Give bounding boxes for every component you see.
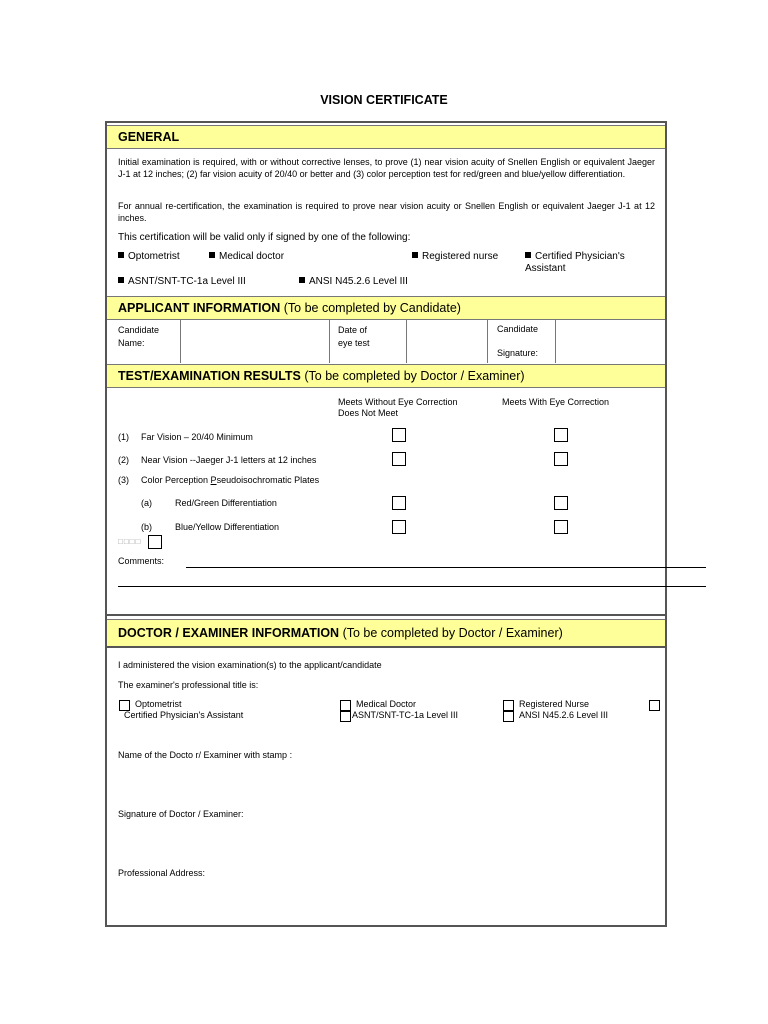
title-registered-nurse-label: Registered Nurse [519,699,590,709]
sub-red-green: Red/Green Differentiation [175,498,277,508]
doctor-heading: DOCTOR / EXAMINER INFORMATION [118,626,340,640]
applicant-section-header [107,296,665,320]
blue-yellow-without-correction-checkbox[interactable] [392,520,406,534]
general-section-header [107,125,665,149]
red-green-with-correction-checkbox[interactable] [554,496,568,510]
bullet-square-icon [299,277,305,283]
title-asnt-label: ASNT/SNT-TC-1a Level III [352,710,459,720]
signer-medical-doctor: Medical doctor [209,251,284,263]
stray-checkbox[interactable] [148,535,162,549]
general-paragraph-1: Initial examination is required, with or without corrective lenses, to prove (1) near vision acuity of Snellen English or equivalent Jaeger J-1 at 12 inches; (2) far vision acuity of 20/40 or better and (3) color perception test for red/green and blue/yellow differentiation. [118,157,655,179]
bullet-square-icon [118,252,124,258]
name-stamp-field[interactable] [118,764,658,800]
applicant-subheading: (To be completed by Candidate) [283,301,461,315]
col-does-not-meet: Does Not Meet [338,408,399,418]
doctor-signature-field[interactable] [118,823,658,859]
item-near-vision: Near Vision --Jaeger J-1 letters at 12 inches [141,455,317,465]
valid-signers-line: This certification will be valid only if signed by one of the following: [118,232,411,243]
candidate-signature-label-1: Candidate [497,324,539,334]
general-heading: GENERAL [118,130,180,144]
title-medical-doctor-checkbox[interactable] [340,700,351,711]
comments-line-2[interactable] [118,586,706,587]
comments-line-1[interactable] [186,567,706,568]
title-cpa-checkbox[interactable] [649,700,660,711]
sub-blue-yellow: Blue/Yellow Differentiation [175,522,280,532]
title-medical-doctor-label: Medical Doctor [356,699,417,709]
item-far-vision: Far Vision – 20/40 Minimum [141,432,253,442]
name-stamp-label: Name of the Docto r/ Examiner with stamp : [118,750,293,760]
page-title: VISION CERTIFICATE [320,93,448,107]
signer-cpa: Certified Physician's Assistant [525,251,625,274]
date-of-eye-test-label: Date of eye test [338,325,370,348]
bullet-square-icon [118,277,124,283]
title-registered-nurse-checkbox[interactable] [503,700,514,711]
bullet-square-icon [412,252,418,258]
candidate-name-field[interactable] [181,321,329,363]
date-of-eye-test-field[interactable] [407,321,487,363]
section-divider [107,614,665,616]
title-optometrist-label: Optometrist [135,699,182,709]
title-cpa-label: Certified Physician's Assistant [124,710,244,720]
doctor-signature-label: Signature of Doctor / Examiner: [118,809,244,819]
applicant-divider [487,320,488,363]
applicant-heading: APPLICANT INFORMATION [118,301,281,315]
applicant-divider [329,320,330,363]
candidate-name-label: Candidate Name: [118,325,160,348]
signer-ansi: ANSI N45.2.6 Level III [299,276,408,288]
blue-yellow-with-correction-checkbox[interactable] [554,520,568,534]
signer-registered-nurse: Registered nurse [412,251,498,263]
col-meets-with-correction: Meets With Eye Correction [502,397,610,407]
item-near-vision-num: (2) [118,455,129,465]
near-vision-with-correction-checkbox[interactable] [554,452,568,466]
comments-label: Comments: [118,556,165,566]
bullet-square-icon [209,252,215,258]
stray-glyphs: □□□□ [118,537,142,546]
doctor-section-header [107,619,665,648]
title-ansi-label: ANSI N45.2.6 Level III [519,710,609,720]
sub-red-green-num: (a) [141,498,152,508]
sub-blue-yellow-num: (b) [141,522,152,532]
red-green-without-correction-checkbox[interactable] [392,496,406,510]
signer-asnt: ASNT/SNT-TC-1a Level III [118,276,246,288]
far-vision-without-correction-checkbox[interactable] [392,428,406,442]
title-ansi-checkbox[interactable] [503,711,514,722]
results-section-header [107,364,665,388]
item-far-vision-num: (1) [118,432,129,442]
doctor-subheading: (To be completed by Doctor / Examiner) [342,626,563,640]
item-color-perception: Color Perception Pseudoisochromatic Plates [141,475,320,485]
professional-address-label: Professional Address: [118,868,206,878]
candidate-signature-label-2: Signature: [497,348,539,358]
candidate-signature-field[interactable] [556,321,665,363]
professional-address-field[interactable] [118,882,658,918]
title-asnt-checkbox[interactable] [340,711,351,722]
general-paragraph-2: For annual re-certification, the examination is required to prove near vision acuity or Snellen English or equivalent Jaeger J-1 at 12 inches. [118,201,655,223]
far-vision-with-correction-checkbox[interactable] [554,428,568,442]
professional-title-label: The examiner's professional title is: [118,680,259,690]
near-vision-without-correction-checkbox[interactable] [392,452,406,466]
results-subheading: (To be completed by Doctor / Examiner) [304,369,525,383]
bullet-square-icon [525,252,531,258]
results-heading: TEST/EXAMINATION RESULTS [118,369,301,383]
col-meets-without-correction: Meets Without Eye Correction [338,397,458,407]
doctor-statement: I administered the vision examination(s) to the applicant/candidate [118,660,382,670]
item-color-perception-num: (3) [118,475,129,485]
signer-optometrist: Optometrist [118,251,180,263]
